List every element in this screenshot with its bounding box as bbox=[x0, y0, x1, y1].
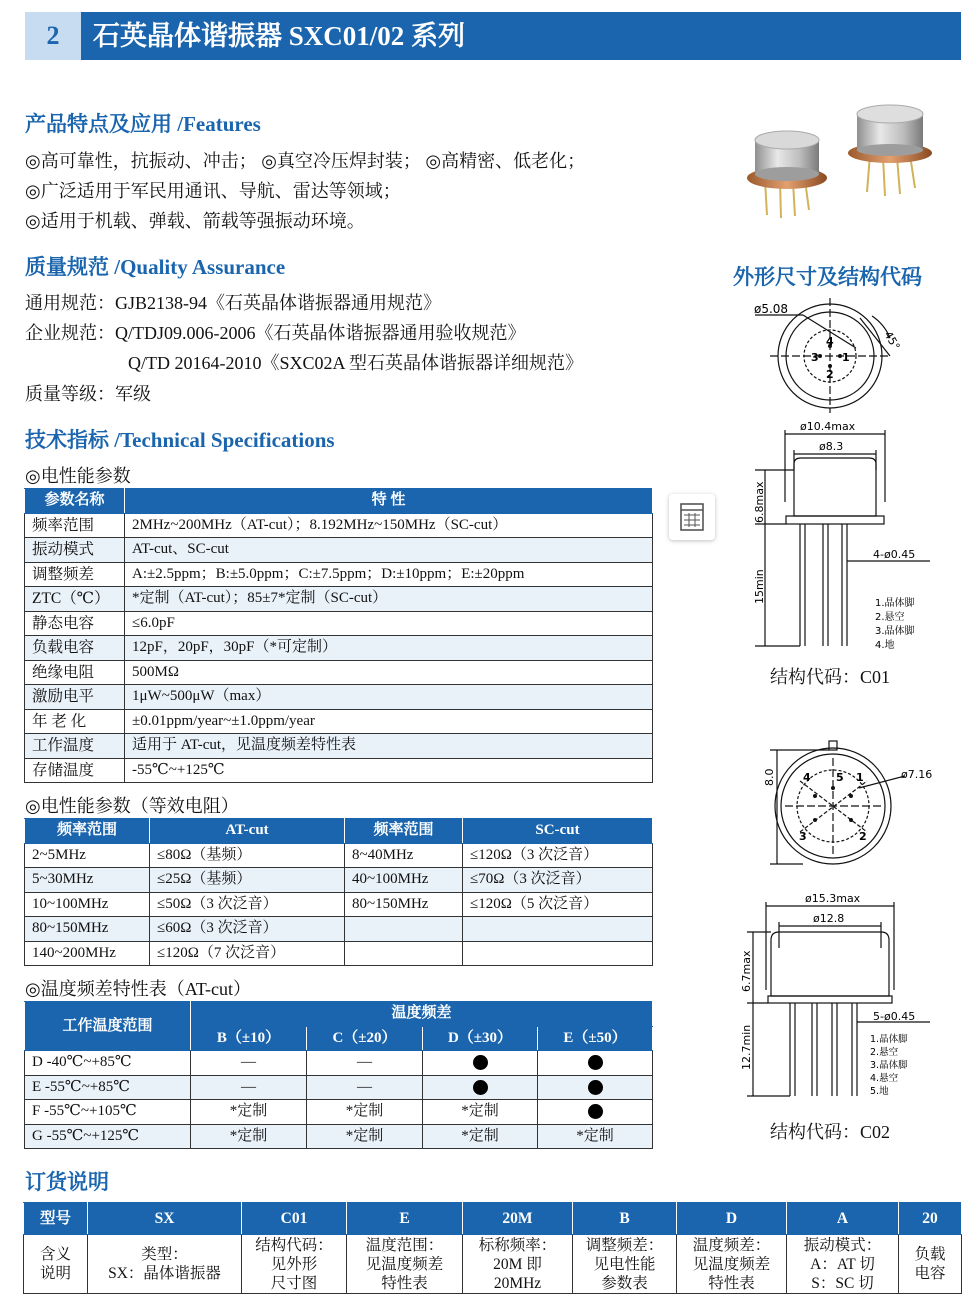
table-row bbox=[25, 734, 653, 759]
esr-cell: ≤120Ω（3 次泛音） bbox=[463, 843, 653, 868]
features-line: ◎适用于机载、弹载、箭载等强振动环境。 bbox=[25, 211, 365, 231]
param-name: 频率范围 bbox=[25, 513, 125, 538]
temp-range: F -55℃~+105℃ bbox=[25, 1100, 191, 1125]
c01-dia-can: ø8.3 bbox=[819, 440, 844, 453]
order-desc: 负载 电容 bbox=[899, 1235, 962, 1294]
c02-pin-dia: 5-ø0.45 bbox=[873, 1010, 916, 1023]
temp-mark: *定制 bbox=[191, 1124, 307, 1149]
temp-subtitle: ◎温度频差特性表（AT-cut） bbox=[25, 979, 252, 999]
legend-item: 2.悬空 bbox=[870, 1047, 899, 1058]
pin-number: 1 bbox=[842, 351, 850, 364]
features-title: 产品特点及应用 /Features bbox=[25, 112, 261, 136]
legend-item: 4.悬空 bbox=[870, 1073, 899, 1084]
temp-mark: *定制 bbox=[538, 1124, 653, 1149]
table-row bbox=[25, 1124, 653, 1149]
order-desc: 含义 说明 bbox=[24, 1235, 88, 1294]
esr-cell: 5~30MHz bbox=[25, 868, 150, 893]
table-header: 参数名称 bbox=[25, 489, 125, 514]
filled-dot-icon bbox=[588, 1055, 603, 1070]
temp-range: E -55℃~+85℃ bbox=[25, 1075, 191, 1100]
table-row bbox=[25, 636, 653, 661]
temp-mark: — bbox=[307, 1075, 423, 1100]
param-name: 调整频差 bbox=[25, 562, 125, 587]
param-value: ≤6.0pF bbox=[125, 611, 653, 636]
param-value: -55℃~+125℃ bbox=[125, 758, 653, 783]
order-desc: 结构代码： 见外形 尺寸图 bbox=[242, 1235, 347, 1294]
param-value: A:±2.5ppm；B:±5.0ppm；C:±7.5ppm；D:±10ppm；E:±20ppm bbox=[125, 562, 653, 587]
table-header: E（±50） bbox=[538, 1026, 653, 1051]
legend-item: 3.晶体脚 bbox=[870, 1060, 908, 1071]
c02-pin-length: 12.7min bbox=[740, 1024, 753, 1070]
legend-item: 1.晶体脚 bbox=[875, 598, 915, 609]
param-value: AT-cut、SC-cut bbox=[125, 538, 653, 563]
temp-mark: — bbox=[307, 1051, 423, 1076]
table-header: D（±30） bbox=[423, 1026, 538, 1051]
param-name: 存储温度 bbox=[25, 758, 125, 783]
temp-mark bbox=[538, 1100, 653, 1125]
param-name: 年 老 化 bbox=[25, 709, 125, 734]
dot-value bbox=[603, 1076, 604, 1077]
param-name: 振动模式 bbox=[25, 538, 125, 563]
dot-value bbox=[603, 1051, 604, 1052]
table-header: C（±20） bbox=[307, 1026, 423, 1051]
temp-mark bbox=[423, 1075, 538, 1100]
table-row bbox=[25, 843, 653, 868]
c01-pin-dia: 4-ø0.45 bbox=[873, 548, 916, 561]
c02-side-view bbox=[735, 890, 940, 1110]
esr-cell: ≤70Ω（3 次泛音） bbox=[463, 868, 653, 893]
temp-table bbox=[24, 1001, 653, 1149]
pin-number: 2 bbox=[826, 368, 834, 381]
esr-cell: ≤25Ω（基频） bbox=[150, 868, 345, 893]
esr-cell bbox=[463, 917, 653, 942]
c02-height: 6.7max bbox=[740, 950, 753, 992]
temp-range: D -40℃~+85℃ bbox=[25, 1051, 191, 1076]
table-row bbox=[25, 660, 653, 685]
param-value: *定制（AT-cut）；85±7*定制（SC-cut） bbox=[125, 587, 653, 612]
order-desc: 调整频差： 见电性能 参数表 bbox=[573, 1235, 677, 1294]
c02-dia-can: ø12.8 bbox=[813, 912, 845, 925]
table-row bbox=[25, 513, 653, 538]
elec-subtitle: ◎电性能参数 bbox=[25, 466, 131, 486]
temp-mark bbox=[423, 1051, 538, 1076]
esr-cell: 8~40MHz bbox=[345, 843, 463, 868]
filled-dot-icon bbox=[588, 1104, 603, 1119]
order-code: E bbox=[347, 1203, 463, 1235]
table-icon bbox=[669, 494, 715, 540]
order-code: A bbox=[787, 1203, 899, 1235]
table-row bbox=[25, 587, 653, 612]
param-name: 激励电平 bbox=[25, 685, 125, 710]
filled-dot-icon bbox=[473, 1080, 488, 1095]
c01-angle: 45° bbox=[881, 329, 903, 353]
table-tool-button[interactable] bbox=[669, 494, 715, 540]
table-row bbox=[25, 868, 653, 893]
table-row bbox=[25, 892, 653, 917]
drawings-title: 外形尺寸及结构代码 bbox=[733, 265, 922, 289]
table-row bbox=[25, 685, 653, 710]
dot-value bbox=[603, 1100, 604, 1101]
quality-line: Q/TD 20164-2010《SXC02A 型石英晶体谐振器详细规范》 bbox=[128, 353, 584, 373]
param-name: 负载电容 bbox=[25, 636, 125, 661]
filled-dot-icon bbox=[473, 1055, 488, 1070]
c02-caption: 结构代码：C02 bbox=[770, 1122, 891, 1142]
order-title: 订货说明 bbox=[25, 1170, 109, 1194]
temp-mark: *定制 bbox=[191, 1100, 307, 1125]
temp-mark: *定制 bbox=[423, 1124, 538, 1149]
order-code: SX bbox=[88, 1203, 242, 1235]
temp-mark bbox=[538, 1075, 653, 1100]
param-name: 绝缘电阻 bbox=[25, 660, 125, 685]
table-header: 工作温度范围 bbox=[25, 1002, 191, 1051]
order-desc: 振动模式： A：AT 切 S：SC 切 bbox=[787, 1235, 899, 1294]
order-desc: 温度范围： 见温度频差 特性表 bbox=[347, 1235, 463, 1294]
esr-cell: 80~150MHz bbox=[345, 892, 463, 917]
param-value: 500MΩ bbox=[125, 660, 653, 685]
esr-cell: 10~100MHz bbox=[25, 892, 150, 917]
table-row bbox=[25, 611, 653, 636]
esr-cell: ≤80Ω（基频） bbox=[150, 843, 345, 868]
filled-dot-icon bbox=[588, 1080, 603, 1095]
pin-number: 4 bbox=[803, 771, 811, 784]
table-header: SC-cut bbox=[463, 819, 653, 844]
table-header: AT-cut bbox=[150, 819, 345, 844]
param-value: ±0.01ppm/year~±1.0ppm/year bbox=[125, 709, 653, 734]
table-row bbox=[25, 1051, 653, 1076]
c01-dia-max: ø10.4max bbox=[800, 420, 856, 433]
param-value: 12pF，20pF，30pF（*可定制） bbox=[125, 636, 653, 661]
esr-cell: 80~150MHz bbox=[25, 917, 150, 942]
c02-top-view bbox=[755, 736, 955, 868]
temp-mark: *定制 bbox=[307, 1100, 423, 1125]
quality-line: 企业规范：Q/TDJ09.006-2006《石英晶体谐振器通用验收规范》 bbox=[25, 323, 526, 343]
legend-item: 1.晶体脚 bbox=[870, 1034, 908, 1045]
order-code: C01 bbox=[242, 1203, 347, 1235]
order-code: B bbox=[573, 1203, 677, 1235]
crystal-can-right bbox=[848, 105, 932, 196]
pin-number: 1 bbox=[856, 771, 864, 784]
legend-item: 4.地 bbox=[875, 640, 895, 651]
table-row bbox=[25, 941, 653, 966]
page-title: 石英晶体谐振器 SXC01/02 系列 bbox=[93, 21, 466, 51]
pin-number: 3 bbox=[799, 830, 807, 843]
table-row bbox=[25, 709, 653, 734]
esr-cell: 2~5MHz bbox=[25, 843, 150, 868]
temp-mark bbox=[538, 1051, 653, 1076]
esr-cell: 40~100MHz bbox=[345, 868, 463, 893]
table-row bbox=[25, 758, 653, 783]
pin-number: 2 bbox=[859, 830, 867, 843]
table-header: 频率范围 bbox=[25, 819, 150, 844]
table-row bbox=[25, 1100, 653, 1125]
esr-cell: ≤120Ω（5 次泛音） bbox=[463, 892, 653, 917]
table-header: 特 性 bbox=[125, 489, 653, 514]
param-name: 工作温度 bbox=[25, 734, 125, 759]
temp-mark: *定制 bbox=[423, 1100, 538, 1125]
esr-cell: 140~200MHz bbox=[25, 941, 150, 966]
quality-title: 质量规范 /Quality Assurance bbox=[25, 255, 286, 279]
order-desc: 标称频率： 20M 即 20MHz bbox=[463, 1235, 573, 1294]
table-row bbox=[25, 917, 653, 942]
pin-number: 4 bbox=[826, 335, 834, 348]
c01-caption: 结构代码：C01 bbox=[770, 667, 891, 687]
esr-cell bbox=[345, 917, 463, 942]
order-desc: 温度频差： 见温度频差 特性表 bbox=[677, 1235, 787, 1294]
table-header: 温度频差 bbox=[191, 1002, 653, 1027]
legend-item: 5.地 bbox=[870, 1086, 889, 1097]
esr-cell bbox=[345, 941, 463, 966]
temp-mark: — bbox=[191, 1051, 307, 1076]
features-line: ◎广泛适用于军民用通讯、导航、雷达等领域； bbox=[25, 181, 401, 201]
c01-height: 6.8max bbox=[753, 481, 766, 523]
temp-range: G -55℃~+125℃ bbox=[25, 1124, 191, 1149]
order-code: 20M bbox=[463, 1203, 573, 1235]
order-code: 20 bbox=[899, 1203, 962, 1235]
order-code: D bbox=[677, 1203, 787, 1235]
c01-top-view bbox=[740, 298, 940, 413]
tech-title: 技术指标 /Technical Specifications bbox=[25, 428, 335, 452]
order-desc: 类型： SX：晶体谐振器 bbox=[88, 1235, 242, 1294]
dot-value bbox=[488, 1076, 489, 1077]
legend-item: 3.晶体脚 bbox=[875, 626, 915, 637]
c01-side-view bbox=[745, 418, 945, 658]
c02-dia-max: ø15.3max bbox=[805, 892, 861, 905]
c01-pin-length: 15min bbox=[753, 569, 766, 604]
param-value: 2MHz~200MHz（AT-cut）；8.192MHz~150MHz（SC-cut） bbox=[125, 513, 653, 538]
c02-dim-8: 8.0 bbox=[763, 768, 776, 786]
quality-line: 质量等级：军级 bbox=[25, 384, 151, 404]
esr-cell: ≤60Ω（3 次泛音） bbox=[150, 917, 345, 942]
param-name: ZTC（℃） bbox=[25, 587, 125, 612]
param-value: 适用于 AT-cut，见温度频差特性表 bbox=[125, 734, 653, 759]
quality-line: 通用规范：GJB2138-94《石英晶体谐振器通用规范》 bbox=[25, 293, 442, 313]
esr-cell: ≤50Ω（3 次泛音） bbox=[150, 892, 345, 917]
dot-value bbox=[488, 1051, 489, 1052]
product-photo bbox=[745, 100, 945, 220]
esr-cell: ≤120Ω（7 次泛音） bbox=[150, 941, 345, 966]
order-table bbox=[23, 1202, 962, 1294]
table-header: B（±10） bbox=[191, 1026, 307, 1051]
c01-dia-pins: ø5.08 bbox=[754, 302, 789, 316]
c02-dia-pins: ø7.16 bbox=[901, 768, 933, 781]
pin-number: 5 bbox=[836, 771, 844, 784]
temp-mark: — bbox=[191, 1075, 307, 1100]
temp-mark: *定制 bbox=[307, 1124, 423, 1149]
esr-cell bbox=[463, 941, 653, 966]
page-header bbox=[25, 12, 961, 60]
legend-item: 2.悬空 bbox=[875, 612, 905, 623]
table-row bbox=[25, 538, 653, 563]
section-number: 2 bbox=[25, 12, 81, 60]
param-name: 静态电容 bbox=[25, 611, 125, 636]
table-header: 频率范围 bbox=[345, 819, 463, 844]
features-line: ◎高可靠性，抗振动、冲击； ◎真空冷压焊封装； ◎高精密、低老化； bbox=[25, 151, 586, 171]
order-code: 型号 bbox=[24, 1203, 88, 1235]
table-row bbox=[25, 1075, 653, 1100]
esr-subtitle: ◎电性能参数（等效电阻） bbox=[25, 796, 239, 816]
pin-number: 3 bbox=[811, 351, 819, 364]
esr-table bbox=[24, 818, 653, 966]
table-row bbox=[25, 562, 653, 587]
param-value: 1μW~500μW（max） bbox=[125, 685, 653, 710]
electrical-table bbox=[24, 488, 653, 783]
crystal-can-left bbox=[747, 131, 827, 218]
